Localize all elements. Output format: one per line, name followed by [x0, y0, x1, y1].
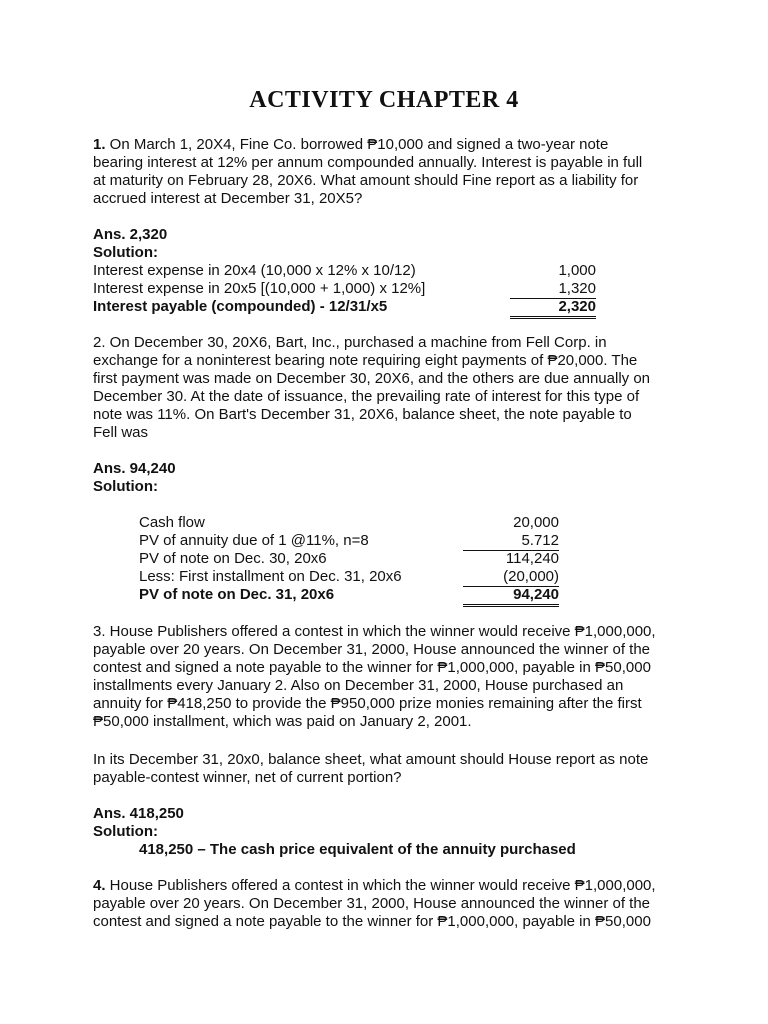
solution-2-row-label: PV of annuity due of 1 @11%, n=8: [139, 532, 369, 549]
solution-1-row-label: Interest expense in 20x4 (10,000 x 12% x 10/12): [93, 262, 416, 279]
solution-2-row-value: 114,240: [505, 550, 559, 567]
solution-2-total-label: PV of note on Dec. 31, 20x6: [139, 586, 335, 603]
solution-1-total-value: 2,320: [510, 298, 596, 319]
question-2-line: first payment was made on December 30, 20X6, and the others are due annually on: [93, 370, 650, 387]
solution-2-row-value: 5.712: [463, 532, 559, 551]
solution-1-label: Solution:: [93, 244, 158, 261]
solution-2-total-value: 94,240: [463, 586, 559, 607]
answer-3: Ans. 418,250: [93, 805, 184, 822]
question-4-line-text: House Publishers offered a contest in which the winner would receive ₱1,000,000,: [105, 877, 656, 894]
question-1-line: accrued interest at December 31, 20X5?: [93, 190, 363, 207]
question-3-line: payable over 20 years. On December 31, 2000, House announced the winner of the: [93, 641, 651, 658]
question-1-line: at maturity on February 28, 20X6. What amount should Fine report as a liability for: [93, 172, 639, 189]
question-4-text: [93, 877, 693, 931]
solution-1-row-value: 1,000: [558, 262, 596, 279]
question-1-line-text: On March 1, 20X4, Fine Co. borrowed ₱10,000 and signed a two-year note: [105, 136, 609, 153]
question-1-line: bearing interest at 12% per annum compounded annually. Interest is payable in full: [93, 154, 643, 171]
question-1-number: 1.: [93, 136, 106, 153]
solution-2-row-label: Cash flow: [139, 514, 205, 531]
solution-2-label: Solution:: [93, 478, 158, 495]
question-3-line: contest and signed a note payable to the winner for ₱1,000,000, payable in ₱50,000: [93, 659, 651, 676]
answer-1: Ans. 2,320: [93, 226, 168, 243]
question-3-line: installments every January 2. Also on December 31, 2000, House purchased an: [93, 677, 624, 694]
question-4-number: 4.: [93, 877, 106, 894]
question-2-line: 2. On December 30, 20X6, Bart, Inc., purchased a machine from Fell Corp. in: [93, 334, 607, 351]
page-title: ACTIVITY CHAPTER 4: [249, 87, 519, 113]
question-3-prompt: [93, 751, 693, 787]
question-3-prompt-line: payable-contest winner, net of current portion?: [93, 769, 402, 786]
question-2-line: December 30. At the date of issuance, the prevailing rate of interest for this type of: [93, 388, 640, 405]
solution-3-text: 418,250 – The cash price equivalent of the annuity purchased: [139, 841, 576, 858]
question-4-line: payable over 20 years. On December 31, 2000, House announced the winner of the: [93, 895, 651, 912]
solution-2-row-value: (20,000): [463, 568, 559, 587]
question-3-line: annuity for ₱418,250 to provide the ₱950,000 prize monies remaining after the first: [93, 695, 642, 712]
question-1-line: [93, 136, 693, 154]
solution-2-row-label: Less: First installment on Dec. 31, 20x6: [139, 568, 402, 585]
question-2-text: [93, 334, 693, 442]
solution-1-total-label: Interest payable (compounded) - 12/31/x5: [93, 298, 388, 315]
question-2-line: Fell was: [93, 424, 149, 441]
question-3-line: 3. House Publishers offered a contest in which the winner would receive ₱1,000,000,: [93, 623, 656, 640]
question-3-prompt-line: In its December 31, 20x0, balance sheet, what amount should House report as note: [93, 751, 649, 768]
solution-2-row-label: PV of note on Dec. 30, 20x6: [139, 550, 327, 567]
question-3-line: ₱50,000 installment, which was paid on January 2, 2001.: [93, 713, 472, 730]
solution-3-label: Solution:: [93, 823, 158, 840]
question-2-line: exchange for a noninterest bearing note requiring eight payments of ₱20,000. The: [93, 352, 638, 369]
solution-1-row-label: Interest expense in 20x5 [(10,000 + 1,000) x 12%]: [93, 280, 426, 297]
question-3-text: [93, 623, 693, 731]
question-4-line: [93, 877, 693, 895]
question-1-text: [93, 136, 693, 208]
answer-2: Ans. 94,240: [93, 460, 176, 477]
question-4-line: contest and signed a note payable to the winner for ₱1,000,000, payable in ₱50,000: [93, 913, 651, 930]
solution-1-row-value: 1,320: [510, 280, 596, 299]
solution-2-row-value: 20,000: [513, 514, 559, 531]
question-2-line: note was 11%. On Bart's December 31, 20X6, balance sheet, the note payable to: [93, 406, 632, 423]
